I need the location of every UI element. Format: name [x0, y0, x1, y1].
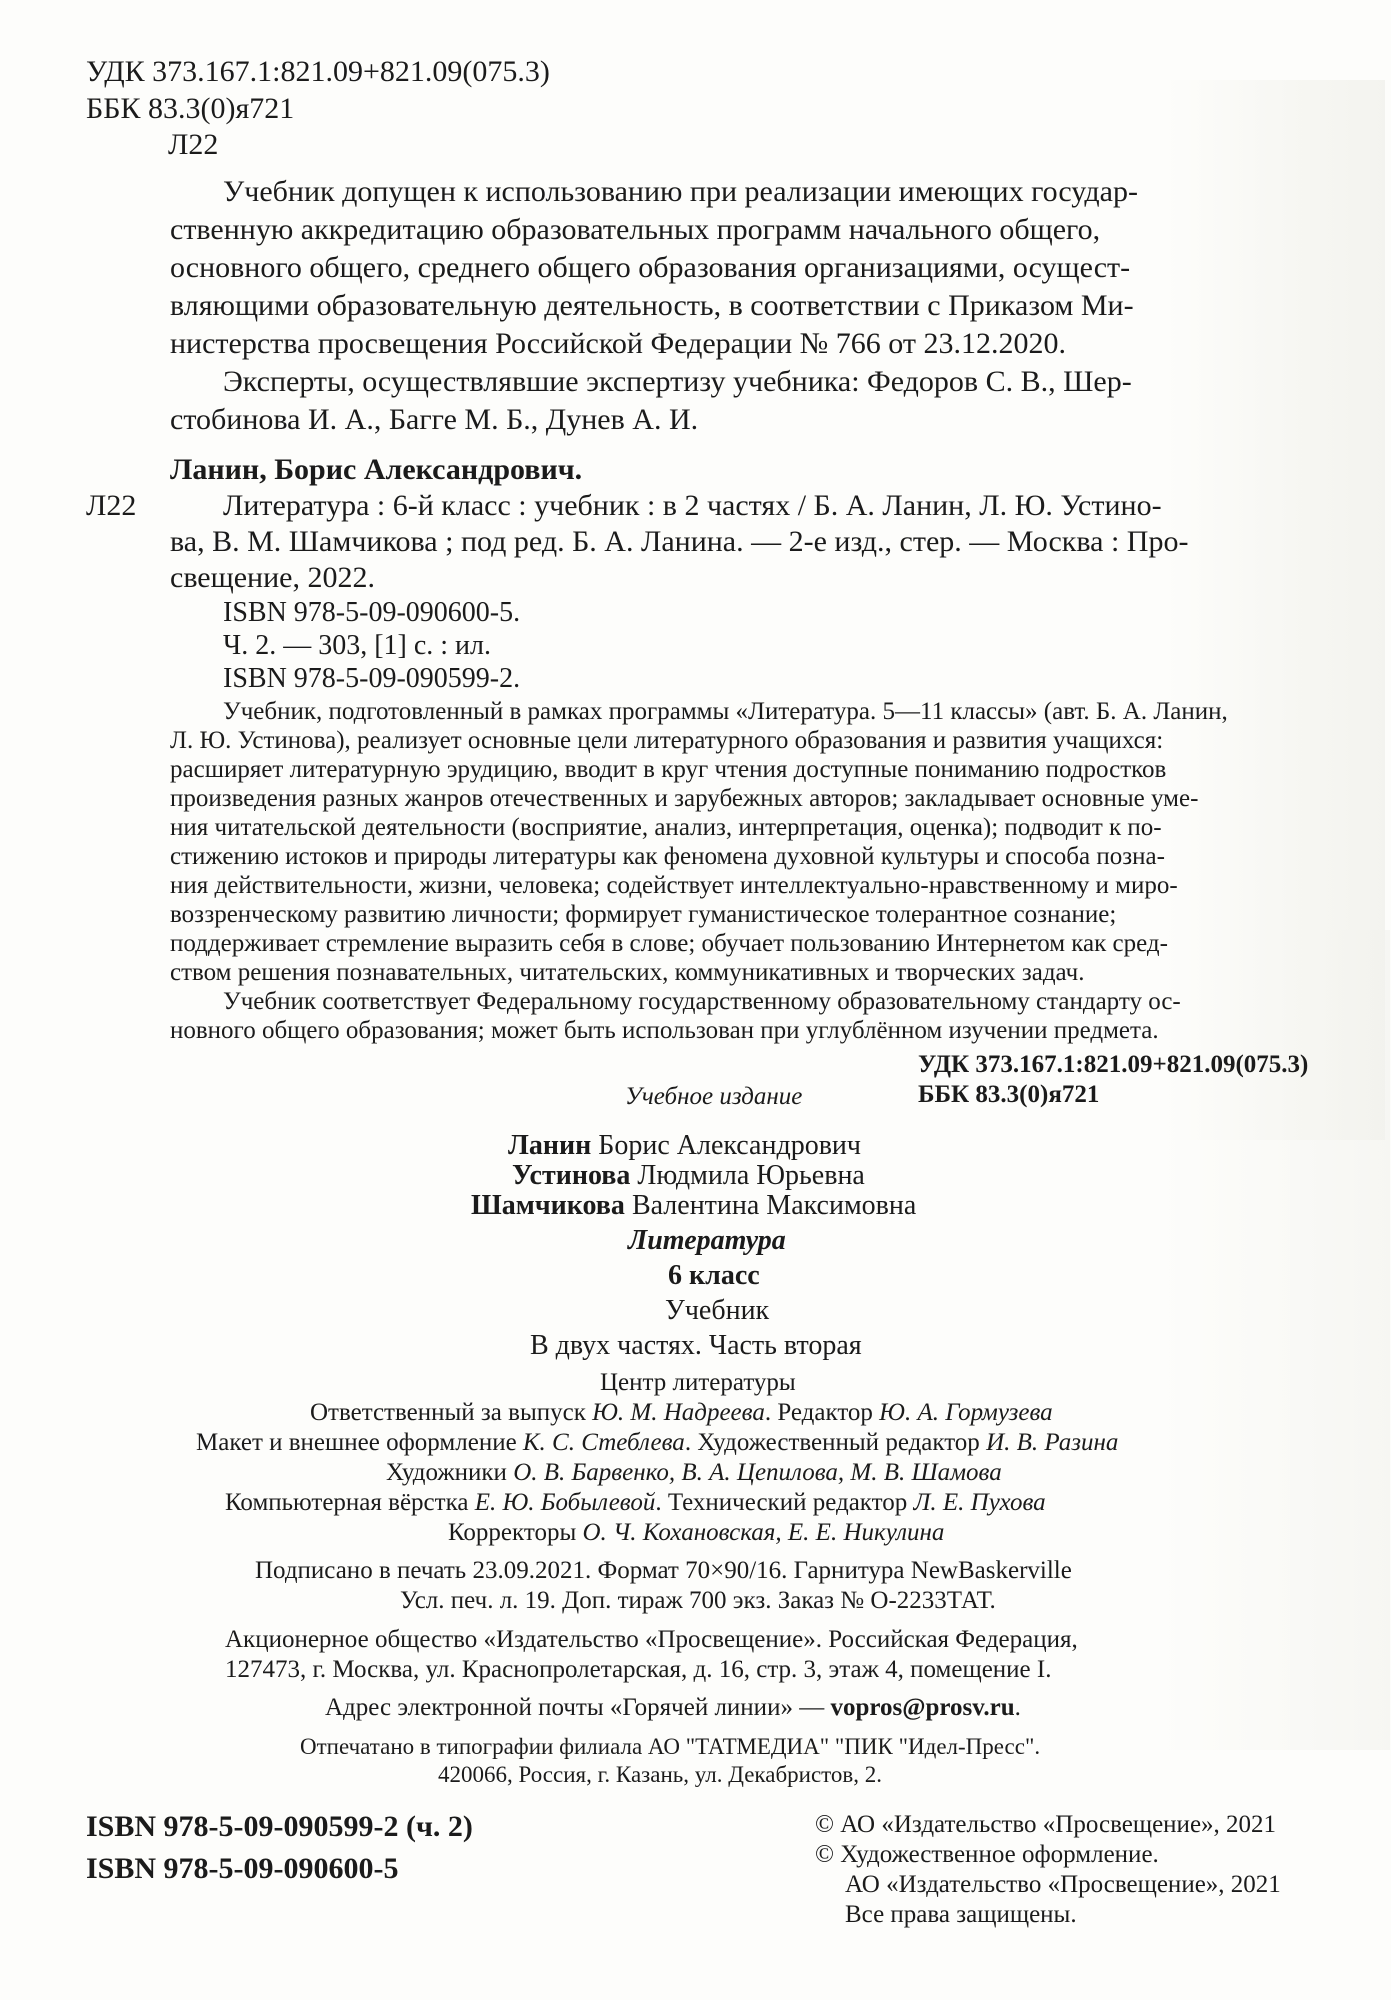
annotation-line: Учебник, подготовленный в рамках программы «Литература. 5—11 классы» (авт. Б. А. Ланин,: [223, 698, 1228, 725]
staff-person: И. В. Разина: [986, 1429, 1119, 1456]
standard-line: Учебник соответствует Федеральному государственному образовательному стандарту ос-: [223, 988, 1181, 1015]
biblio-index: Л22: [86, 489, 137, 522]
top-index: Л22: [168, 128, 219, 161]
top-udk: УДК 373.167.1:821.09+821.09(075.3): [86, 55, 550, 88]
top-bbk: ББК 83.3(0)я721: [86, 92, 295, 125]
experts-line: Эксперты, осуществлявшие экспертизу учебника: Федоров С. В., Шер-: [223, 365, 1132, 398]
annotation-line: Л. Ю. Устинова), реализует основные цели литературного образования и развития учащихся:: [170, 727, 1164, 754]
email-link[interactable]: vopros@prosv.ru: [830, 1694, 1015, 1721]
staff-person: К. С. Стеблева: [522, 1429, 685, 1456]
annotation-line: стижению истоков и природы литературы как феномена духовной культуры и способа позна-: [170, 843, 1165, 870]
author-surname: Ланин: [508, 1130, 592, 1161]
approval-line: ственную аккредитацию образовательных программ начального общего,: [170, 213, 1101, 246]
email-label: Адрес электронной почты «Горячей линии» —: [325, 1694, 831, 1721]
annotation-line: ством решения познавательных, читательских, коммуникативных и творческих задач.: [170, 959, 1085, 986]
book-kind: Учебник: [665, 1295, 770, 1326]
approval-line: нистерства просвещения Российской Федерации № 766 от 23.12.2020.: [170, 327, 1066, 360]
staff-role: Ответственный за выпуск: [310, 1399, 593, 1426]
publisher-line: 127473, г. Москва, ул. Краснопролетарская, д. 16, стр. 3, этаж 4, помещение I.: [225, 1656, 1052, 1683]
book-title: Литература: [628, 1225, 786, 1256]
annotation-bbk: ББК 83.3(0)я721: [918, 1081, 1100, 1108]
annotation-line: воззренческому развитию личности; формирует гуманистическое толерантное сознание;: [170, 901, 1117, 928]
staff-line: [448, 1518, 944, 1548]
annotation-line: поддерживает стремление выразить себя в слове; обучает пользованию Интернетом как сред-: [170, 930, 1168, 957]
approval-line: основного общего, среднего общего образования организациями, осущест-: [170, 251, 1131, 284]
biblio-isbn-2: ISBN 978-5-09-090599-2.: [223, 663, 521, 694]
biblio-line: Литература : 6-й класс : учебник : в 2 частях / Б. А. Ланин, Л. Ю. Устино-: [223, 489, 1162, 522]
staff-person: О. Ч. Кохановская, Е. Е. Никулина: [582, 1519, 945, 1546]
email-line: [325, 1693, 1021, 1723]
annotation-line: ния читательской деятельности (восприятие, анализ, интерпретация, оценка); подводит к по-: [170, 814, 1162, 841]
signed-line: Подписано в печать 23.09.2021. Формат 70×90/16. Гарнитура NewBaskerville: [255, 1557, 1072, 1584]
book-part: В двух частях. Часть вторая: [530, 1330, 862, 1361]
staff-line: [196, 1428, 1118, 1458]
annotation-line: произведения разных жанров отечественных и зарубежных авторов; закладывает основные уме-: [170, 785, 1199, 812]
staff-person: Л. Е. Пухова: [913, 1489, 1046, 1516]
experts-line: стобинова И. А., Багге М. Б., Дунев А. И.: [170, 403, 699, 436]
standard-line: новного общего образования; может быть использован при углублённом изучении предмета.: [170, 1017, 1159, 1044]
biblio-part: Ч. 2. — 303, [1] с. : ил.: [223, 630, 492, 661]
print-data-line: Усл. печ. л. 19. Доп. тираж 700 экз. Заказ № О-2233ТАТ.: [400, 1587, 996, 1614]
biblio-line: свещение, 2022.: [170, 561, 375, 594]
staff-role: Художники: [386, 1459, 514, 1486]
staff-role: . Художественный редактор: [684, 1429, 987, 1456]
staff-person: О. В. Барвенко, В. А. Цепилова, М. В. Шамова: [513, 1459, 1002, 1486]
author-name: Валентина Максимовна: [631, 1190, 917, 1221]
approval-line: вляющими образовательную деятельность, в соответствии с Приказом Ми-: [170, 289, 1134, 322]
approval-line: Учебник допущен к использованию при реализации имеющих государ-: [223, 175, 1138, 208]
edition-type: Учебное издание: [625, 1083, 803, 1110]
publisher-line: Акционерное общество «Издательство «Просвещение». Российская Федерация,: [225, 1626, 1078, 1653]
author-row: [471, 1188, 916, 1223]
staff-person: Ю. М. Надреева: [592, 1399, 765, 1426]
staff-line: [225, 1488, 1046, 1518]
author-surname: Шамчикова: [471, 1190, 625, 1221]
annotation-udk: УДК 373.167.1:821.09+821.09(075.3): [918, 1051, 1309, 1078]
annotation-line: расширяет литературную эрудицию, вводит в круг чтения доступные пониманию подростков: [170, 756, 1167, 783]
staff-role: . Технический редактор: [655, 1489, 914, 1516]
footer-isbn-general: ISBN 978-5-09-090600-5: [86, 1852, 399, 1885]
staff-person: Е. Ю. Бобылевой: [474, 1489, 656, 1516]
copyright-line: © АО «Издательство «Просвещение», 2021: [815, 1811, 1277, 1838]
email-suffix: .: [1014, 1694, 1021, 1721]
staff-role: . Редактор: [764, 1399, 880, 1426]
biblio-line: ва, В. М. Шамчикова ; под ред. Б. А. Ланина. — 2-е изд., стер. — Москва : Про-: [170, 525, 1189, 558]
staff-role: Корректоры: [448, 1519, 583, 1546]
staff-person: Ю. А. Гормузева: [879, 1399, 1053, 1426]
biblio-author: Ланин, Борис Александрович.: [170, 453, 583, 486]
biblio-isbn-1: ISBN 978-5-09-090600-5.: [223, 597, 521, 628]
printed-line: Отпечатано в типографии филиала АО "ТАТМЕДИА" "ПИК "Идел-Пресс".: [300, 1734, 1041, 1759]
staff-role: Компьютерная вёрстка: [225, 1489, 475, 1516]
author-name: Борис Александрович: [598, 1130, 861, 1161]
book-grade: 6 класс: [668, 1260, 760, 1291]
author-surname: Устинова: [512, 1160, 631, 1191]
copyright-line: © Художественное оформление.: [815, 1841, 1159, 1868]
center-name: Центр литературы: [600, 1369, 796, 1396]
footer-isbn-part: ISBN 978-5-09-090599-2 (ч. 2): [86, 1810, 473, 1843]
staff-line: [310, 1398, 1053, 1428]
staff-line: [386, 1458, 1002, 1488]
annotation-line: ния действительности, жизни, человека; содействует интеллектуально-нравственному и миро-: [170, 872, 1178, 899]
staff-role: Макет и внешнее оформление: [196, 1429, 523, 1456]
rights-line: Все права защищены.: [845, 1901, 1077, 1928]
printed-line: 420066, Россия, г. Казань, ул. Декабристов, 2.: [438, 1762, 883, 1787]
copyright-line: АО «Издательство «Просвещение», 2021: [845, 1871, 1281, 1898]
author-name: Людмила Юрьевна: [637, 1160, 865, 1191]
